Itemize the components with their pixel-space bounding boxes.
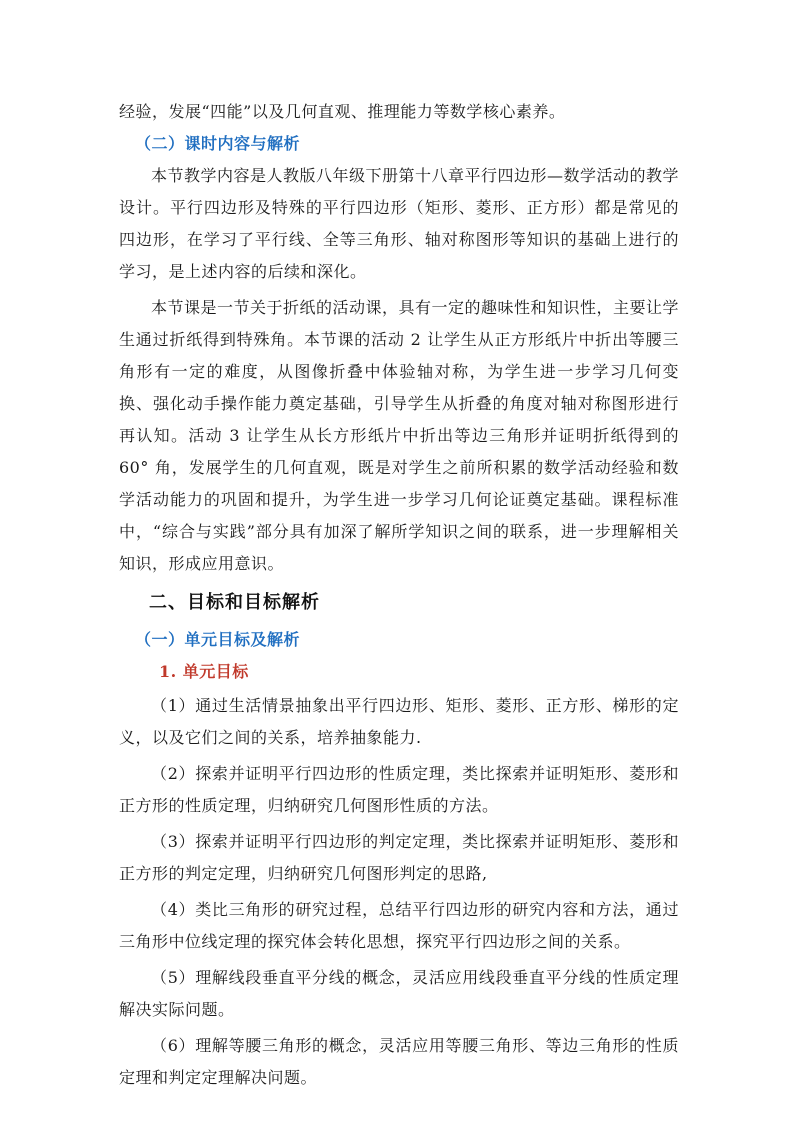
goal-item-5: （5）理解线段垂直平分线的概念，灵活应用线段垂直平分线的性质定理解决实际问题。 (119, 968, 679, 1019)
lesson-content-paragraph-2: 本节课是一节关于折纸的活动课，具有一定的趣味性和知识性，主要让学生通过折纸得到特殊角。本节课的活动 2 让学生从正方形纸片中折出等腰三角形有一定的难度，从图像折叠中体验轴对称，为学生进一步学习几何变换、强化动手操作能力奠定基础，引导学生从折叠的角度对轴对称图形进行再认知。活动 3 让学生从长方形纸片中折出等边三角形并证明折纸得到的 60° 角，发展学生的几何直观，既是对学生之前所积累的数学活动经验和数学活动能力的巩固和提升，为学生进一步学习几何论证奠定基础。课程标准中，“综合与实践”部分具有加深了解所学知识之间的联系，进一步理解相关知识，形成应用意识。 (119, 298, 680, 573)
goal-item-4: （4）类比三角形的研究过程，总结平行四边形的研究内容和方法，通过三角形中位线定理的探究体会转化思想，探究平行四边形之间的关系。 (119, 900, 679, 951)
goal-item-6: （6）理解等腰三角形的概念，灵活应用等腰三角形、等边三角形的性质定理和判定定理解决问题。 (119, 1036, 679, 1087)
lesson-content-paragraph-1: 本节教学内容是人教版八年级下册第十八章平行四边形—数学活动的教学设计。平行四边形及特殊的平行四边形（矩形、菱形、正方形）都是常见的四边形，在学习了平行线、全等三角形、轴对称图形等知识的基础上进行的学习，是上述内容的后续和深化。 (119, 166, 680, 281)
goal-subheading: 1. 单元目标 (159, 662, 249, 681)
section-2-heading: （二）课时内容与解析 (135, 134, 301, 153)
goal-item-2: （2）探索并证明平行四边形的性质定理，类比探索并证明矩形、菱形和正方形的性质定理，归纳研究几何图形性质的方法。 (119, 764, 679, 815)
goal-item-1: （1）通过生活情景抽象出平行四边形、矩形、菱形、正方形、梯形的定义，以及它们之间的关系，培养抽象能力. (119, 696, 679, 747)
chapter-heading: 二、目标和目标解析 (149, 592, 320, 613)
goal-item-3: （3）探索并证明平行四边形的判定定理，类比探索并证明矩形、菱形和正方形的判定定理，归纳研究几何图形判定的思路, (119, 832, 679, 883)
unit-goal-heading: （一）单元目标及解析 (135, 630, 301, 649)
document-page (119, 96, 679, 1094)
intro-tail-paragraph: 经验，发展“四能”以及几何直观、推理能力等数学核心素养。 (119, 102, 566, 121)
